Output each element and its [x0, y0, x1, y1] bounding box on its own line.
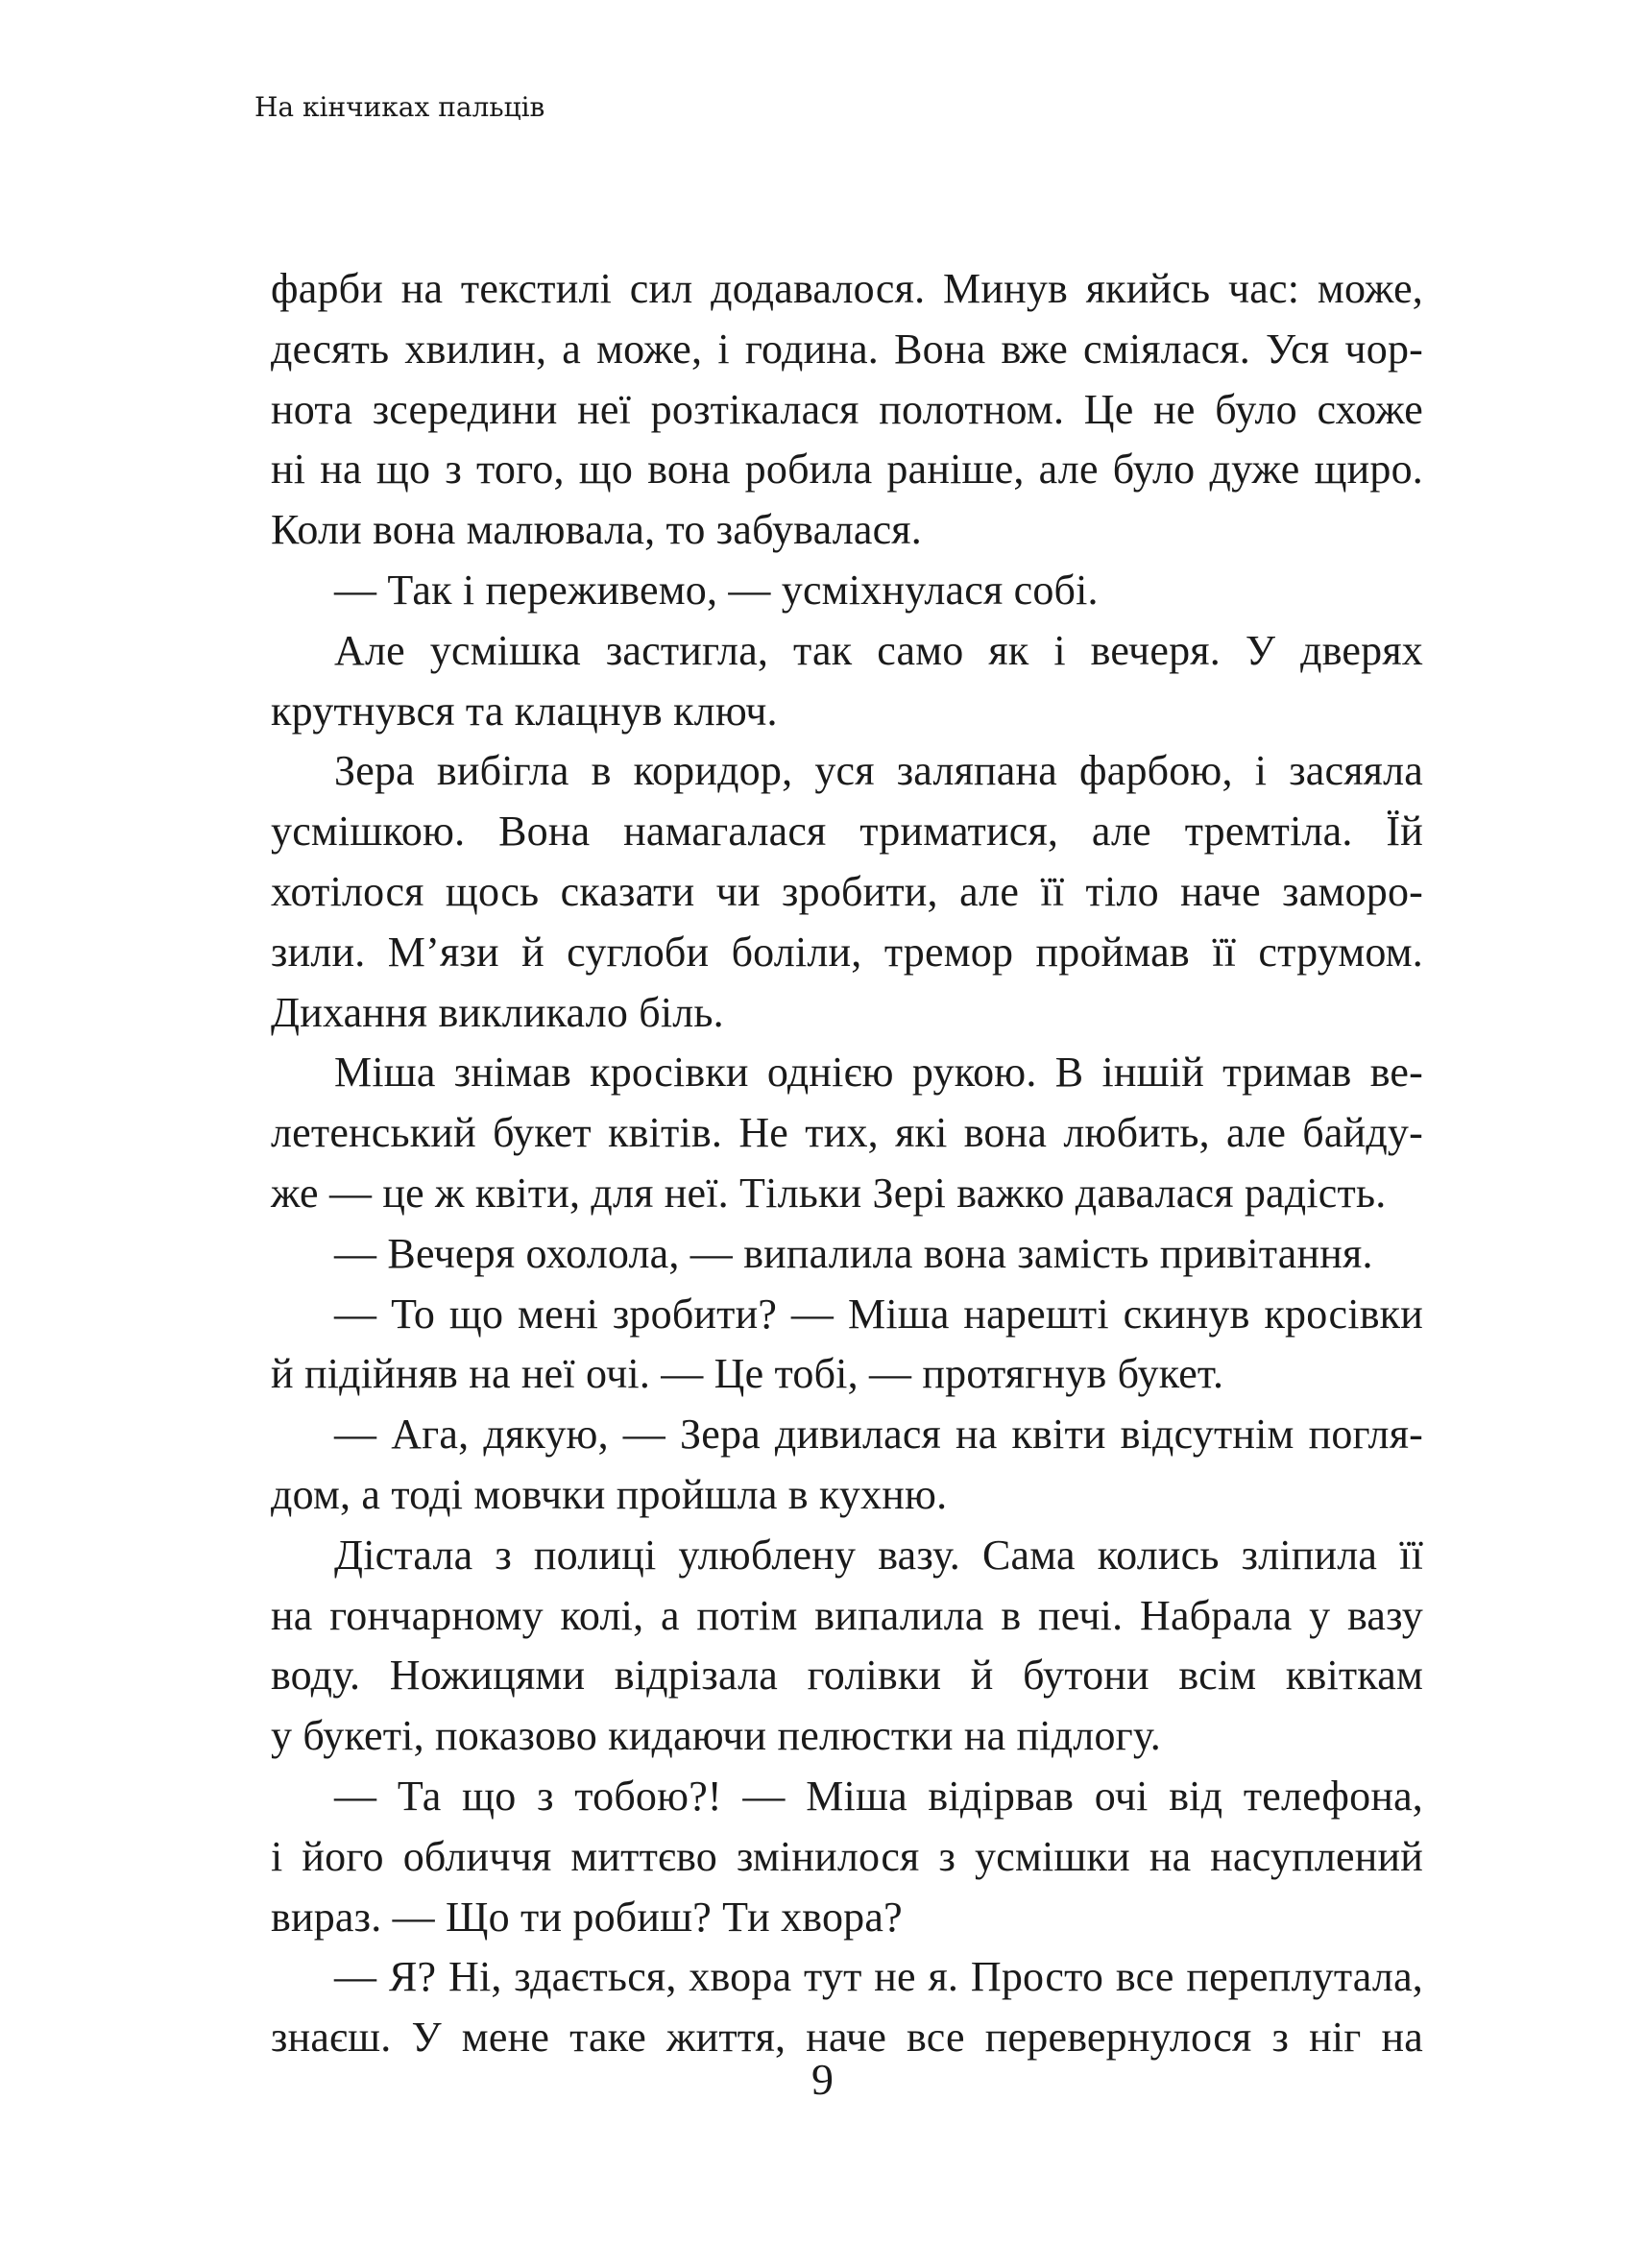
text-line: Коли вона малювала, то забувалася.	[271, 506, 922, 554]
text-line: й підійняв на неї очі. — Це тобі, — протягнув букет.	[271, 1350, 1224, 1398]
text-line: і його обличчя миттєво змінилося з усмішки на насуплений	[271, 1832, 1423, 1880]
text-line: же — це ж квіти, для неї. Тільки Зері важко давалася радість.	[271, 1169, 1387, 1217]
paragraph	[271, 1405, 1423, 1526]
paragraph	[271, 1285, 1423, 1406]
text-line: Міша знімав кросівки однією рукою. В іншій тримав ве-	[334, 1049, 1423, 1097]
text-line: крутнувся та клацнув ключ.	[271, 687, 778, 735]
paragraph	[271, 1767, 1423, 1947]
text-line: Дістала з полиці улюблену вазу. Сама колись зліпила її	[334, 1531, 1423, 1579]
text-line: усмішкою. Вона намагалася триматися, але тремтіла. Їй	[271, 808, 1423, 856]
text-line: дом, а тоді мовчки пройшла в кухню.	[271, 1470, 948, 1518]
text-line: — Та що з тобою?! — Міша відірвав очі від телефона,	[334, 1772, 1423, 1820]
text-line: — Вечеря охолола, — випалила вона замість привітання.	[334, 1229, 1373, 1277]
text-line: зили. М’язи й суглоби боліли, тремор проймав її струмом.	[271, 928, 1423, 976]
paragraph	[271, 259, 1423, 561]
running-header-title: На кінчиках пальців	[254, 91, 545, 123]
page-number: 9	[811, 2055, 834, 2104]
text-line: хотілося щось сказати чи зробити, але її тіло наче заморо-	[271, 867, 1423, 915]
text-line: вираз. — Що ти робиш? Ти хвора?	[271, 1893, 903, 1941]
text-line: Зера вибігла в коридор, уся заляпана фарбою, і засяяла	[334, 747, 1423, 795]
text-line: — То що мені зробити? — Міша нарешті скинув кросівки	[334, 1290, 1423, 1338]
text-line: — Так і переживемо, — усміхнулася собі.	[334, 566, 1099, 614]
paragraph	[271, 621, 1423, 742]
text-line: ні на що з того, що вона робила раніше, але було дуже щиро.	[271, 446, 1423, 494]
text-line: на гончарному колі, а потім випалила в печі. Набрала у вазу	[271, 1591, 1423, 1639]
paragraph	[271, 741, 1423, 1043]
text-line: Дихання викликало біль.	[271, 988, 724, 1036]
text-line: у букеті, показово кидаючи пелюстки на підлогу.	[271, 1712, 1161, 1760]
text-line: — Я? Ні, здається, хвора тут не я. Просто все переплутала,	[334, 1953, 1423, 2001]
paragraph	[271, 1043, 1423, 1223]
paragraph	[271, 1526, 1423, 1767]
paragraph	[271, 1224, 1423, 1285]
paragraph	[271, 1947, 1423, 2068]
text-line: — Ага, дякую, — Зера дивилася на квіти відсутнім погля-	[334, 1411, 1423, 1459]
text-line: фарби на текстилі сил додавалося. Минув якийсь час: може,	[271, 265, 1423, 312]
text-line: десять хвилин, а може, і година. Вона вже сміялася. Уся чор-	[271, 325, 1423, 373]
text-line: нота зсередини неї розтікалася полотном. Це не було схоже	[271, 385, 1423, 433]
text-line: знаєш. У мене таке життя, наче все перевернулося з ніг на	[271, 2014, 1423, 2062]
body-text	[271, 259, 1423, 2068]
text-line: летенський букет квітів. Не тих, які вона любить, але байду-	[271, 1109, 1423, 1157]
text-line: воду. Ножицями відрізала голівки й бутони всім квіткам	[271, 1652, 1423, 1700]
text-line: Але усмішка застигла, так само як і вечеря. У дверях	[334, 626, 1423, 674]
paragraph	[271, 561, 1423, 621]
